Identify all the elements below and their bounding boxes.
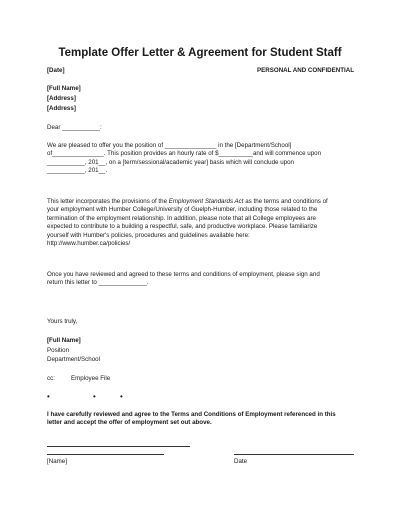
terms-text: This letter incorporates the provisions of the xyxy=(47,198,169,205)
terms-line: termination of the employment relationship. In addition, please note that all College employees are xyxy=(47,214,316,222)
bullet-point: • xyxy=(47,392,50,401)
policies-link[interactable]: http://www.humber.ca/policies/ xyxy=(47,240,131,248)
date-label: Date xyxy=(234,458,248,465)
terms-line: yourself with Humber's policies, procedures and guidelines available here: xyxy=(47,231,250,239)
recipient-address-line-2: [Address] xyxy=(47,105,76,112)
name-label: [Name] xyxy=(47,458,67,465)
confidential-label: PERSONAL AND CONFIDENTIAL xyxy=(257,67,354,74)
terms-line: expected to contribute to a building a respectful, safe, and productive workplace. Please familiarize xyxy=(47,223,318,231)
terms-line: your employment with Humber College/University of Guelph-Humber, including those related to the xyxy=(47,206,318,214)
signer-name: [Full Name] xyxy=(47,337,81,344)
acceptance-line: I have carefully reviewed and agree to the Terms and Conditions of Employment referenced in this xyxy=(47,411,336,418)
recipient-address-line-1: [Address] xyxy=(47,95,76,102)
offer-paragraph xyxy=(47,142,357,176)
terms-line xyxy=(47,198,357,206)
salutation: Dear ___________: xyxy=(47,124,102,131)
date-line xyxy=(234,454,354,455)
cc-value: Employee File xyxy=(71,375,111,382)
date-placeholder: [Date] xyxy=(47,67,65,74)
offer-line: of_______________. This position provides an hourly rate of $__________and will commence upon xyxy=(47,150,322,158)
cc-label: cc: xyxy=(47,375,55,382)
signer-position: Position xyxy=(47,347,70,354)
signer-department: Department/School xyxy=(47,356,100,363)
terms-paragraph xyxy=(47,198,357,248)
acceptance-paragraph xyxy=(47,411,357,428)
recipient-name: [Full Name] xyxy=(47,85,81,92)
offer-line: ___________, 201__. xyxy=(47,167,108,175)
return-paragraph xyxy=(47,271,357,288)
offer-line: ___________, 201__, on a [term/sessional/academic year] basis which will conclude upon xyxy=(47,158,294,166)
return-line: return this letter to ______________. xyxy=(47,279,149,287)
name-line xyxy=(47,454,164,455)
document-title: Template Offer Letter & Agreement for Student Staff xyxy=(58,47,342,59)
signature-line xyxy=(47,446,190,447)
bullet-point: • xyxy=(93,392,96,401)
return-line: Once you have reviewed and agreed to these terms and conditions of employment, please sign and xyxy=(47,271,320,278)
act-name: Employment Standards Act xyxy=(168,198,244,205)
acceptance-line: letter and accept the offer of employment set out above. xyxy=(47,419,212,427)
terms-text: as the terms and conditions of xyxy=(243,198,328,205)
offer-line: We are pleased to offer you the position of _______________ in the [Department/School] xyxy=(47,142,292,149)
bullet-point: • xyxy=(120,392,123,401)
closing: Yours truly, xyxy=(47,318,78,325)
